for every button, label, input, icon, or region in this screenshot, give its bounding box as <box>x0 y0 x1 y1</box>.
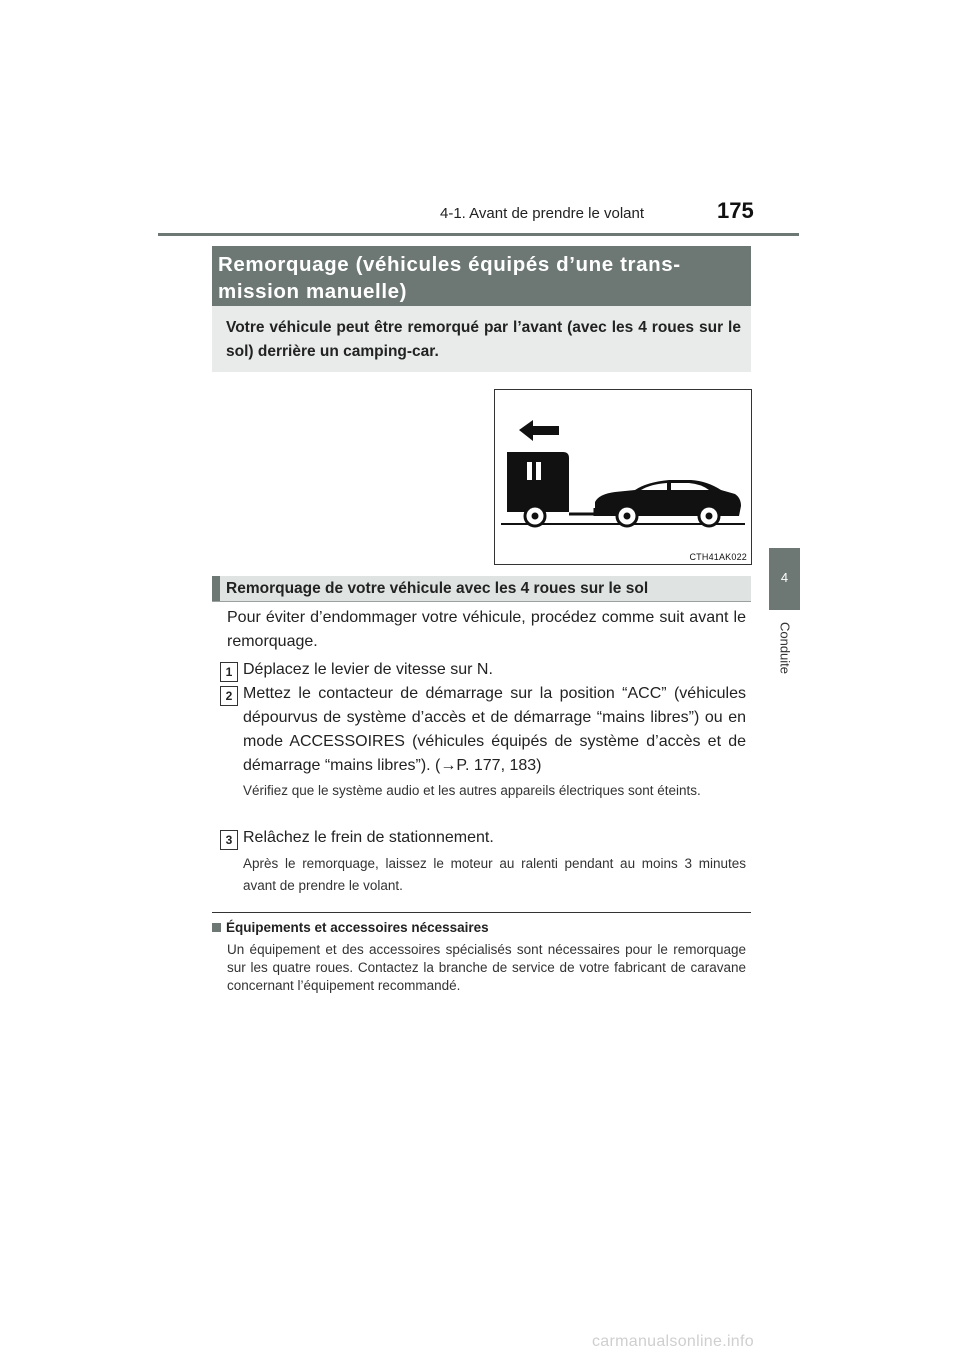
section-label: 4-1. Avant de prendre le volant <box>440 205 645 222</box>
subsection-heading <box>212 576 751 602</box>
step-text-3: Relâchez le frein de stationnement. <box>243 829 494 846</box>
chapter-label <box>762 618 807 678</box>
chapter-label-text: Conduite <box>777 621 792 675</box>
chapter-number: 4 <box>780 570 789 585</box>
towing-diagram <box>495 390 751 564</box>
step-text-1: Déplacez le levier de vitesse sur N. <box>243 661 493 678</box>
subheading-accent-bar <box>212 576 220 602</box>
step-number-2: 2 <box>220 686 238 706</box>
section-title: Remorquage (véhicules équipés d’une trans-mission manuelle) <box>218 253 681 303</box>
step-number-3: 3 <box>220 830 238 850</box>
section-title-band <box>212 246 751 306</box>
square-bullet-icon <box>212 923 221 932</box>
info-heading <box>212 920 489 935</box>
intro-text: Votre véhicule peut être remorqué par l’avant (avec les 4 roues sur le sol) derrière un camping-car. <box>226 319 741 360</box>
section-divider <box>212 912 751 913</box>
subsection-heading-text: Remorquage de votre véhicule avec les 4 roues sur le sol <box>226 580 649 597</box>
step-text-2: Mettez le contacteur de démarrage sur la position “ACC” (véhicules dépourvus de système d’accès et de démarrage “mains libres”) ou en mode ACCESSOIRES (véhicules équipés de système d’accès et de démarrage “mains libres”). (→P. 177, 183) <box>243 685 746 774</box>
page-number: 175 <box>717 198 754 223</box>
figure-code: CTH41AK022 <box>689 552 747 562</box>
direction-arrow-icon <box>519 420 559 441</box>
camping-car-icon <box>507 452 569 526</box>
step-note-2: Vérifiez que le système audio et les autres appareils électriques sont éteints. <box>243 783 701 798</box>
step-note-3: Après le remorquage, laissez le moteur au ralenti pendant au moins 3 minutes avant de prendre le volant. <box>243 856 746 893</box>
step-number-1: 1 <box>220 662 238 682</box>
header-rule <box>158 233 799 236</box>
sedan-car-icon <box>595 480 741 526</box>
chapter-tab <box>769 548 800 610</box>
towing-illustration <box>494 389 752 565</box>
subheading-rule <box>212 601 751 602</box>
info-body: Un équipement et des accessoires spécialisés sont nécessaires pour le remorquage sur les quatre roues. Contactez la branche de service de votre fabricant de caravane concernant l’équipement recommandé. <box>227 942 746 993</box>
tow-bar-icon <box>569 508 595 516</box>
procedure-intro: Pour éviter d’endommager votre véhicule, procédez comme suit avant le remorquage. <box>227 609 746 650</box>
intro-box <box>212 306 751 372</box>
info-heading-text: Équipements et accessoires nécessaires <box>226 920 489 935</box>
watermark: carmanualsonline.info <box>592 1333 754 1350</box>
